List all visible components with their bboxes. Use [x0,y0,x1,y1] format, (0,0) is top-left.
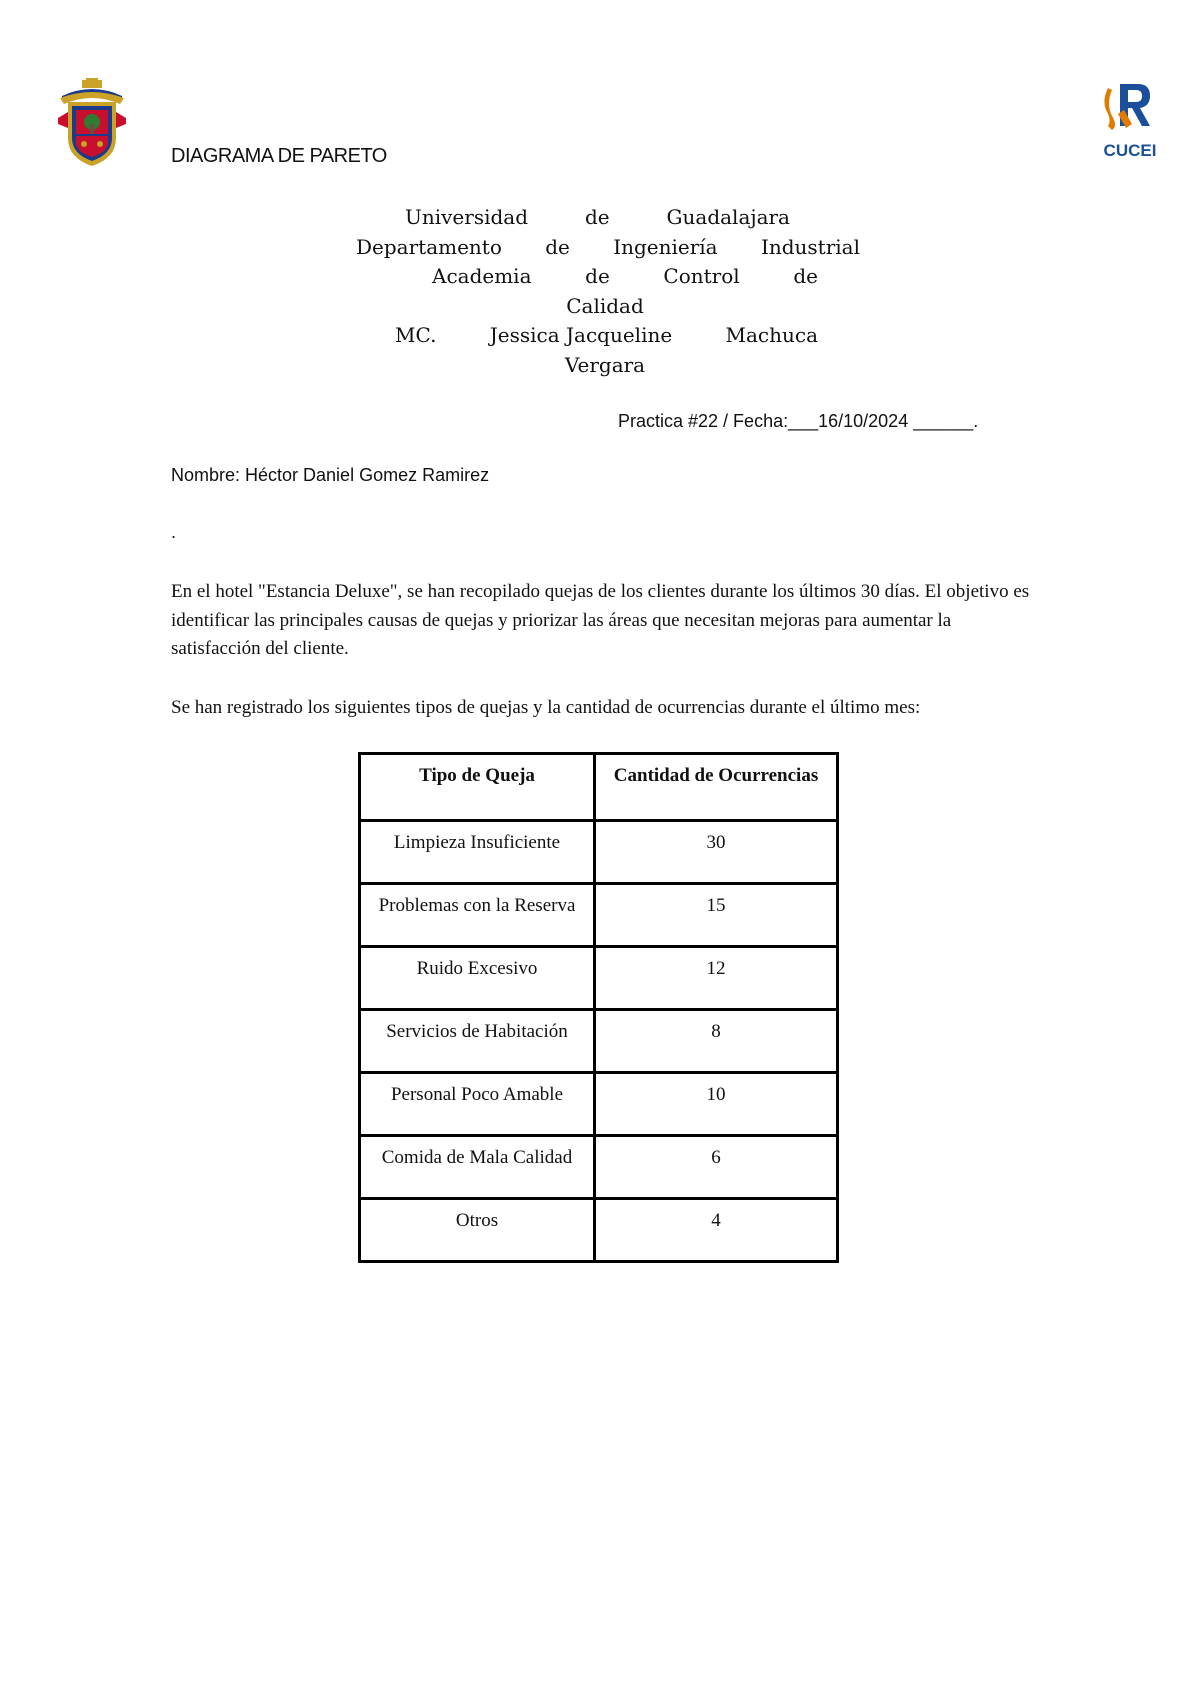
header-line-academy [350,262,860,292]
practice-date-line: Practica #22 / Fecha:___16/10/2024 ______. [618,411,979,431]
complaint-count-cell: 8 [595,1010,838,1073]
header-word: Machuca [725,323,818,347]
complaints-table [358,752,839,1263]
student-name-line: Nombre: Héctor Daniel Gomez Ramirez [171,465,490,485]
complaint-count-cell: 6 [595,1136,838,1199]
header-word: de [793,264,818,288]
cucei-logo-text: CUCEI [1103,141,1157,160]
header-word: MC. [395,323,437,347]
complaint-count-cell: 10 [595,1073,838,1136]
complaint-count-cell: 15 [595,884,838,947]
header-word: Vergara [564,352,646,377]
complaint-type-cell: Problemas con la Reserva [360,884,595,947]
header-word: de [545,234,570,259]
header-word: de [585,264,610,288]
column-header-count: Cantidad de Ocurrencias [595,754,838,821]
complaint-type-cell: Comida de Mala Calidad [360,1136,595,1199]
complaint-count-cell: 30 [595,821,838,884]
table-row [360,1073,838,1136]
header-word: Industrial [760,234,860,259]
header-word: Jessica Jacqueline [489,323,673,347]
table-row [360,947,838,1010]
header-line-university [350,203,860,233]
document-title: DIAGRAMA DE PARETO [171,145,387,167]
header-line-department [350,233,860,263]
complaint-type-cell: Ruido Excesivo [360,947,595,1010]
complaint-type-cell: Servicios de Habitación [360,1010,595,1073]
header-word: de [584,205,610,229]
header-word: Departamento [356,234,502,259]
column-header-type: Tipo de Queja [360,754,595,821]
header-word: Calidad [566,293,644,318]
complaint-count-cell: 12 [595,947,838,1010]
table-row [360,1010,838,1073]
udg-shield-icon [58,78,126,168]
header-word: Ingeniería [613,234,718,259]
header-word: Academia [432,264,532,288]
complaint-count-cell: 4 [595,1199,838,1262]
table-row [360,1199,838,1262]
cucei-logo-icon [1102,80,1158,166]
header-word: Control [663,264,740,288]
complaint-type-cell: Otros [360,1199,595,1262]
complaint-type-cell: Personal Poco Amable [360,1073,595,1136]
complaint-type-cell: Limpieza Insuficiente [360,821,595,884]
table-row [360,1136,838,1199]
institution-header [350,203,860,380]
intro-paragraph: En el hotel "Estancia Deluxe", se han recopilado quejas de los clientes durante los últimos 30 días. El objetivo es identificar las principales causas de quejas y priorizar las áreas que necesitan mejoras para aumentar la satisfacción del cliente. [171,581,1030,659]
table-intro-paragraph: Se han registrado los siguientes tipos de quejas y la cantidad de ocurrencias durante el último mes: [171,697,921,718]
separator-dot: . [171,522,177,542]
header-word: Universidad [405,205,529,229]
table-header-row [360,754,838,821]
table-row [360,884,838,947]
table-row [360,821,838,884]
header-line-quality [350,292,860,322]
header-line-teacher [350,321,860,351]
header-line-teacher-surname [350,351,860,381]
header-word: Guadalajara [666,205,790,229]
